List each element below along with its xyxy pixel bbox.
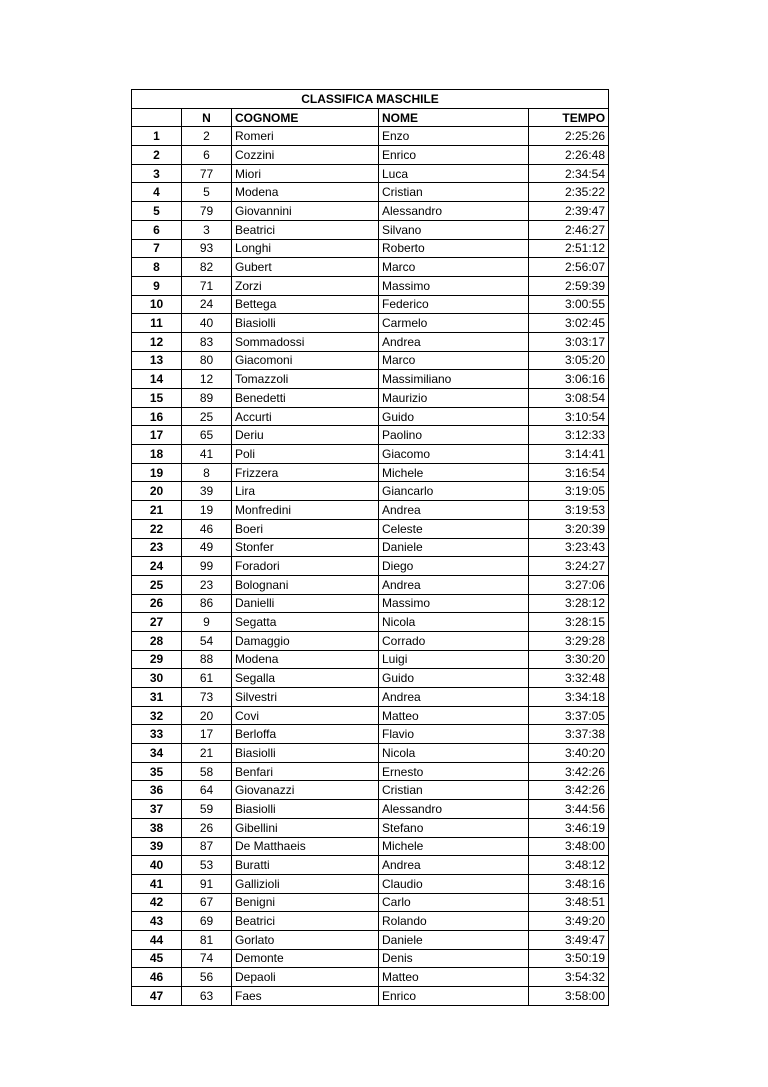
surname-cell: Gallizioli <box>232 874 379 893</box>
surname-cell: Romeri <box>232 127 379 146</box>
table-row <box>132 725 609 744</box>
first-name-cell: Luca <box>379 164 529 183</box>
bib-number-cell: 24 <box>182 295 232 314</box>
time-cell: 3:58:00 <box>529 987 609 1006</box>
bib-number-cell: 46 <box>182 519 232 538</box>
first-name-cell: Andrea <box>379 332 529 351</box>
header-time: TEMPO <box>529 108 609 127</box>
position-cell: 40 <box>132 856 182 875</box>
bib-number-cell: 53 <box>182 856 232 875</box>
position-cell: 30 <box>132 669 182 688</box>
surname-cell: Modena <box>232 650 379 669</box>
first-name-cell: Guido <box>379 407 529 426</box>
position-cell: 15 <box>132 389 182 408</box>
table-row <box>132 370 609 389</box>
first-name-cell: Enzo <box>379 127 529 146</box>
table-row <box>132 146 609 165</box>
surname-cell: Bolognani <box>232 575 379 594</box>
position-cell: 37 <box>132 800 182 819</box>
bib-number-cell: 63 <box>182 987 232 1006</box>
surname-cell: Biasiolli <box>232 800 379 819</box>
time-cell: 3:32:48 <box>529 669 609 688</box>
first-name-cell: Cristian <box>379 781 529 800</box>
first-name-cell: Federico <box>379 295 529 314</box>
table-row <box>132 407 609 426</box>
surname-cell: Silvestri <box>232 688 379 707</box>
surname-cell: Buratti <box>232 856 379 875</box>
bib-number-cell: 93 <box>182 239 232 258</box>
surname-cell: Berloffa <box>232 725 379 744</box>
time-cell: 3:06:16 <box>529 370 609 389</box>
table-row <box>132 295 609 314</box>
bib-number-cell: 86 <box>182 594 232 613</box>
position-cell: 33 <box>132 725 182 744</box>
bib-number-cell: 2 <box>182 127 232 146</box>
time-cell: 3:44:56 <box>529 800 609 819</box>
time-cell: 3:49:47 <box>529 930 609 949</box>
table-row <box>132 706 609 725</box>
results-body <box>132 127 609 1005</box>
surname-cell: Foradori <box>232 557 379 576</box>
time-cell: 3:14:41 <box>529 445 609 464</box>
position-cell: 29 <box>132 650 182 669</box>
table-row <box>132 482 609 501</box>
bib-number-cell: 6 <box>182 146 232 165</box>
surname-cell: Boeri <box>232 519 379 538</box>
table-row <box>132 183 609 202</box>
time-cell: 3:27:06 <box>529 575 609 594</box>
surname-cell: Giovanazzi <box>232 781 379 800</box>
header-position <box>132 108 182 127</box>
surname-cell: Covi <box>232 706 379 725</box>
first-name-cell: Daniele <box>379 930 529 949</box>
surname-cell: Frizzera <box>232 463 379 482</box>
first-name-cell: Michele <box>379 463 529 482</box>
position-cell: 5 <box>132 202 182 221</box>
position-cell: 44 <box>132 930 182 949</box>
table-title: CLASSIFICA MASCHILE <box>132 90 609 109</box>
first-name-cell: Diego <box>379 557 529 576</box>
first-name-cell: Paolino <box>379 426 529 445</box>
table-row <box>132 258 609 277</box>
surname-cell: Miori <box>232 164 379 183</box>
surname-cell: Accurti <box>232 407 379 426</box>
position-cell: 26 <box>132 594 182 613</box>
surname-cell: Longhi <box>232 239 379 258</box>
table-row <box>132 856 609 875</box>
table-row <box>132 202 609 221</box>
table-row <box>132 538 609 557</box>
bib-number-cell: 21 <box>182 744 232 763</box>
first-name-cell: Giancarlo <box>379 482 529 501</box>
time-cell: 2:25:26 <box>529 127 609 146</box>
table-row <box>132 949 609 968</box>
position-cell: 9 <box>132 276 182 295</box>
surname-cell: Tomazzoli <box>232 370 379 389</box>
position-cell: 36 <box>132 781 182 800</box>
table-row <box>132 426 609 445</box>
bib-number-cell: 40 <box>182 314 232 333</box>
bib-number-cell: 99 <box>182 557 232 576</box>
position-cell: 42 <box>132 893 182 912</box>
time-cell: 2:35:22 <box>529 183 609 202</box>
table-row <box>132 389 609 408</box>
first-name-cell: Silvano <box>379 220 529 239</box>
time-cell: 3:05:20 <box>529 351 609 370</box>
surname-cell: Benfari <box>232 762 379 781</box>
surname-cell: Segatta <box>232 613 379 632</box>
bib-number-cell: 59 <box>182 800 232 819</box>
table-row <box>132 220 609 239</box>
position-cell: 28 <box>132 631 182 650</box>
position-cell: 3 <box>132 164 182 183</box>
position-cell: 38 <box>132 818 182 837</box>
table-row <box>132 557 609 576</box>
time-cell: 2:59:39 <box>529 276 609 295</box>
first-name-cell: Massimiliano <box>379 370 529 389</box>
table-row <box>132 968 609 987</box>
bib-number-cell: 3 <box>182 220 232 239</box>
surname-cell: De Matthaeis <box>232 837 379 856</box>
position-cell: 18 <box>132 445 182 464</box>
position-cell: 8 <box>132 258 182 277</box>
table-row <box>132 893 609 912</box>
time-cell: 3:37:38 <box>529 725 609 744</box>
time-cell: 3:48:51 <box>529 893 609 912</box>
first-name-cell: Celeste <box>379 519 529 538</box>
bib-number-cell: 74 <box>182 949 232 968</box>
first-name-cell: Rolando <box>379 912 529 931</box>
surname-cell: Modena <box>232 183 379 202</box>
time-cell: 3:54:32 <box>529 968 609 987</box>
time-cell: 3:00:55 <box>529 295 609 314</box>
first-name-cell: Denis <box>379 949 529 968</box>
time-cell: 3:37:05 <box>529 706 609 725</box>
results-table <box>131 89 609 1006</box>
time-cell: 3:29:28 <box>529 631 609 650</box>
first-name-cell: Andrea <box>379 501 529 520</box>
time-cell: 3:19:53 <box>529 501 609 520</box>
position-cell: 35 <box>132 762 182 781</box>
time-cell: 3:24:27 <box>529 557 609 576</box>
table-row <box>132 874 609 893</box>
surname-cell: Depaoli <box>232 968 379 987</box>
first-name-cell: Flavio <box>379 725 529 744</box>
time-cell: 3:40:20 <box>529 744 609 763</box>
bib-number-cell: 89 <box>182 389 232 408</box>
table-row <box>132 613 609 632</box>
first-name-cell: Michele <box>379 837 529 856</box>
time-cell: 3:28:12 <box>529 594 609 613</box>
surname-cell: Demonte <box>232 949 379 968</box>
bib-number-cell: 80 <box>182 351 232 370</box>
table-row <box>132 351 609 370</box>
header-bib-number: N <box>182 108 232 127</box>
time-cell: 3:28:15 <box>529 613 609 632</box>
table-row <box>132 276 609 295</box>
bib-number-cell: 9 <box>182 613 232 632</box>
bib-number-cell: 65 <box>182 426 232 445</box>
surname-cell: Biasiolli <box>232 314 379 333</box>
position-cell: 21 <box>132 501 182 520</box>
table-row <box>132 314 609 333</box>
table-row <box>132 594 609 613</box>
table-row <box>132 762 609 781</box>
time-cell: 2:39:47 <box>529 202 609 221</box>
position-cell: 43 <box>132 912 182 931</box>
bib-number-cell: 82 <box>182 258 232 277</box>
time-cell: 3:02:45 <box>529 314 609 333</box>
first-name-cell: Alessandro <box>379 800 529 819</box>
surname-cell: Gorlato <box>232 930 379 949</box>
bib-number-cell: 81 <box>182 930 232 949</box>
position-cell: 14 <box>132 370 182 389</box>
time-cell: 3:12:33 <box>529 426 609 445</box>
time-cell: 3:42:26 <box>529 762 609 781</box>
table-row <box>132 519 609 538</box>
position-cell: 22 <box>132 519 182 538</box>
first-name-cell: Giacomo <box>379 445 529 464</box>
first-name-cell: Ernesto <box>379 762 529 781</box>
table-row <box>132 650 609 669</box>
header-row <box>132 108 609 127</box>
bib-number-cell: 54 <box>182 631 232 650</box>
title-row <box>132 90 609 109</box>
position-cell: 20 <box>132 482 182 501</box>
bib-number-cell: 88 <box>182 650 232 669</box>
table-row <box>132 239 609 258</box>
surname-cell: Benigni <box>232 893 379 912</box>
table-row <box>132 837 609 856</box>
time-cell: 2:46:27 <box>529 220 609 239</box>
time-cell: 3:16:54 <box>529 463 609 482</box>
time-cell: 3:50:19 <box>529 949 609 968</box>
position-cell: 45 <box>132 949 182 968</box>
position-cell: 25 <box>132 575 182 594</box>
table-row <box>132 669 609 688</box>
first-name-cell: Massimo <box>379 594 529 613</box>
bib-number-cell: 71 <box>182 276 232 295</box>
table-row <box>132 781 609 800</box>
bib-number-cell: 8 <box>182 463 232 482</box>
table-row <box>132 501 609 520</box>
first-name-cell: Matteo <box>379 968 529 987</box>
time-cell: 3:49:20 <box>529 912 609 931</box>
surname-cell: Cozzini <box>232 146 379 165</box>
bib-number-cell: 77 <box>182 164 232 183</box>
surname-cell: Beatrici <box>232 220 379 239</box>
position-cell: 34 <box>132 744 182 763</box>
position-cell: 7 <box>132 239 182 258</box>
time-cell: 3:48:00 <box>529 837 609 856</box>
table-row <box>132 332 609 351</box>
time-cell: 3:10:54 <box>529 407 609 426</box>
time-cell: 2:56:07 <box>529 258 609 277</box>
time-cell: 3:48:16 <box>529 874 609 893</box>
bib-number-cell: 83 <box>182 332 232 351</box>
surname-cell: Gibellini <box>232 818 379 837</box>
position-cell: 10 <box>132 295 182 314</box>
table-row <box>132 463 609 482</box>
time-cell: 2:26:48 <box>529 146 609 165</box>
time-cell: 2:51:12 <box>529 239 609 258</box>
position-cell: 39 <box>132 837 182 856</box>
bib-number-cell: 56 <box>182 968 232 987</box>
bib-number-cell: 58 <box>182 762 232 781</box>
first-name-cell: Roberto <box>379 239 529 258</box>
table-row <box>132 631 609 650</box>
bib-number-cell: 26 <box>182 818 232 837</box>
table-row <box>132 127 609 146</box>
table-row <box>132 818 609 837</box>
first-name-cell: Carlo <box>379 893 529 912</box>
position-cell: 6 <box>132 220 182 239</box>
bib-number-cell: 41 <box>182 445 232 464</box>
position-cell: 1 <box>132 127 182 146</box>
time-cell: 2:34:54 <box>529 164 609 183</box>
bib-number-cell: 19 <box>182 501 232 520</box>
bib-number-cell: 5 <box>182 183 232 202</box>
first-name-cell: Daniele <box>379 538 529 557</box>
bib-number-cell: 12 <box>182 370 232 389</box>
first-name-cell: Andrea <box>379 688 529 707</box>
position-cell: 4 <box>132 183 182 202</box>
position-cell: 16 <box>132 407 182 426</box>
bib-number-cell: 25 <box>182 407 232 426</box>
position-cell: 17 <box>132 426 182 445</box>
table-row <box>132 575 609 594</box>
first-name-cell: Nicola <box>379 744 529 763</box>
table-row <box>132 445 609 464</box>
time-cell: 3:48:12 <box>529 856 609 875</box>
bib-number-cell: 73 <box>182 688 232 707</box>
position-cell: 11 <box>132 314 182 333</box>
header-first-name: NOME <box>379 108 529 127</box>
first-name-cell: Luigi <box>379 650 529 669</box>
bib-number-cell: 69 <box>182 912 232 931</box>
bib-number-cell: 23 <box>182 575 232 594</box>
first-name-cell: Andrea <box>379 856 529 875</box>
first-name-cell: Maurizio <box>379 389 529 408</box>
position-cell: 27 <box>132 613 182 632</box>
time-cell: 3:23:43 <box>529 538 609 557</box>
time-cell: 3:46:19 <box>529 818 609 837</box>
bib-number-cell: 39 <box>182 482 232 501</box>
first-name-cell: Marco <box>379 351 529 370</box>
time-cell: 3:08:54 <box>529 389 609 408</box>
surname-cell: Zorzi <box>232 276 379 295</box>
bib-number-cell: 91 <box>182 874 232 893</box>
surname-cell: Danielli <box>232 594 379 613</box>
position-cell: 2 <box>132 146 182 165</box>
first-name-cell: Claudio <box>379 874 529 893</box>
position-cell: 32 <box>132 706 182 725</box>
surname-cell: Giovannini <box>232 202 379 221</box>
time-cell: 3:20:39 <box>529 519 609 538</box>
bib-number-cell: 17 <box>182 725 232 744</box>
surname-cell: Segalla <box>232 669 379 688</box>
bib-number-cell: 87 <box>182 837 232 856</box>
position-cell: 41 <box>132 874 182 893</box>
surname-cell: Poli <box>232 445 379 464</box>
position-cell: 47 <box>132 987 182 1006</box>
time-cell: 3:03:17 <box>529 332 609 351</box>
first-name-cell: Enrico <box>379 146 529 165</box>
time-cell: 3:19:05 <box>529 482 609 501</box>
surname-cell: Benedetti <box>232 389 379 408</box>
bib-number-cell: 61 <box>182 669 232 688</box>
first-name-cell: Guido <box>379 669 529 688</box>
time-cell: 3:30:20 <box>529 650 609 669</box>
surname-cell: Damaggio <box>232 631 379 650</box>
position-cell: 23 <box>132 538 182 557</box>
surname-cell: Gubert <box>232 258 379 277</box>
bib-number-cell: 49 <box>182 538 232 557</box>
surname-cell: Sommadossi <box>232 332 379 351</box>
position-cell: 31 <box>132 688 182 707</box>
table-row <box>132 800 609 819</box>
first-name-cell: Alessandro <box>379 202 529 221</box>
time-cell: 3:34:18 <box>529 688 609 707</box>
header-surname: COGNOME <box>232 108 379 127</box>
surname-cell: Lira <box>232 482 379 501</box>
first-name-cell: Andrea <box>379 575 529 594</box>
table-row <box>132 930 609 949</box>
position-cell: 24 <box>132 557 182 576</box>
first-name-cell: Enrico <box>379 987 529 1006</box>
surname-cell: Stonfer <box>232 538 379 557</box>
surname-cell: Faes <box>232 987 379 1006</box>
surname-cell: Deriu <box>232 426 379 445</box>
table-row <box>132 164 609 183</box>
first-name-cell: Carmelo <box>379 314 529 333</box>
bib-number-cell: 67 <box>182 893 232 912</box>
first-name-cell: Marco <box>379 258 529 277</box>
table-row <box>132 987 609 1006</box>
table-row <box>132 688 609 707</box>
surname-cell: Giacomoni <box>232 351 379 370</box>
time-cell: 3:42:26 <box>529 781 609 800</box>
bib-number-cell: 64 <box>182 781 232 800</box>
table-row <box>132 912 609 931</box>
first-name-cell: Cristian <box>379 183 529 202</box>
surname-cell: Biasiolli <box>232 744 379 763</box>
bib-number-cell: 20 <box>182 706 232 725</box>
first-name-cell: Stefano <box>379 818 529 837</box>
surname-cell: Bettega <box>232 295 379 314</box>
bib-number-cell: 79 <box>182 202 232 221</box>
first-name-cell: Nicola <box>379 613 529 632</box>
first-name-cell: Massimo <box>379 276 529 295</box>
position-cell: 19 <box>132 463 182 482</box>
first-name-cell: Corrado <box>379 631 529 650</box>
position-cell: 13 <box>132 351 182 370</box>
surname-cell: Beatrici <box>232 912 379 931</box>
position-cell: 12 <box>132 332 182 351</box>
table-row <box>132 744 609 763</box>
surname-cell: Monfredini <box>232 501 379 520</box>
first-name-cell: Matteo <box>379 706 529 725</box>
position-cell: 46 <box>132 968 182 987</box>
